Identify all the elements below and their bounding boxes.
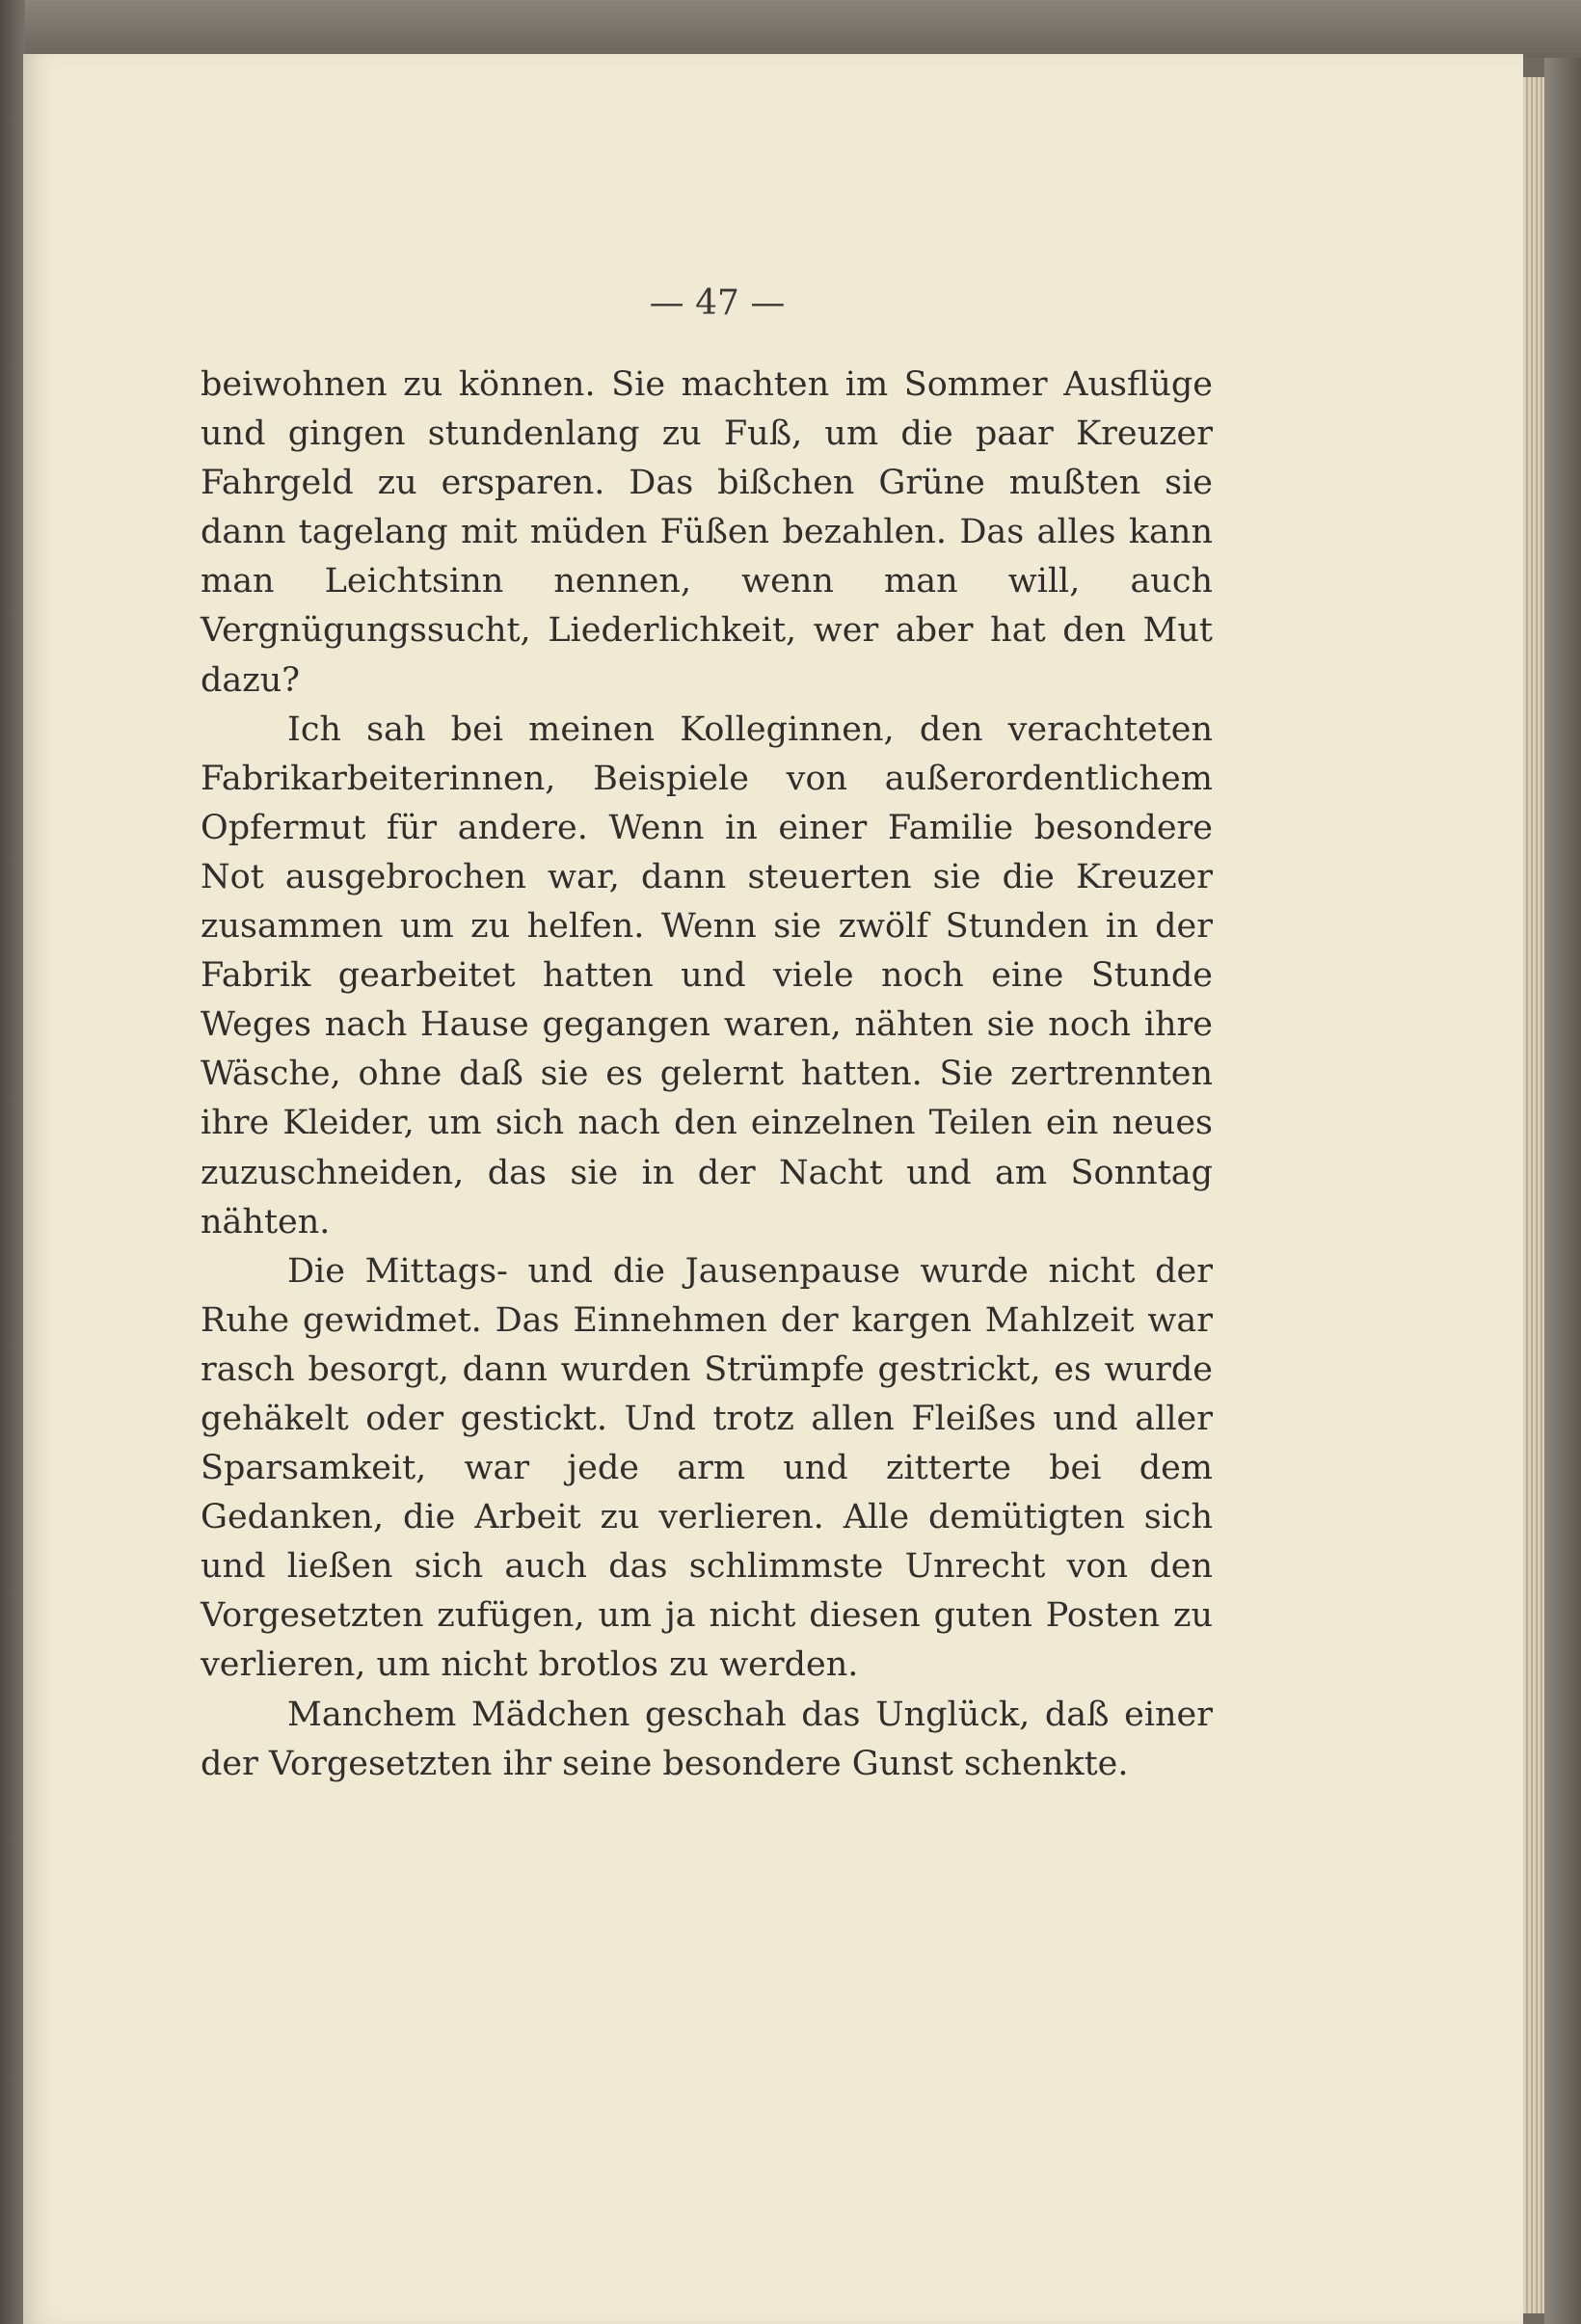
book-page [23,54,1523,2324]
paragraph-4: Manchem Mädchen geschah das Unglück, daß einer der Vorgesetzten ihr seine besondere Gunst schenkte. [201,1695,1213,1783]
paragraph-1: beiwohnen zu können. Sie machten im Sommer Ausflüge und gingen stundenlang zu Fuß, um die paar Kreuzer Fahrgeld zu ersparen. Das bißchen Grüne mußten sie dann tagelang mit müden Füßen bezahlen. Das alles kann man Leichtsinn nennen, wenn man will, auch Vergnügungssucht, Liederlichkeit, wer aber hat den Mut dazu? [201,365,1213,700]
paragraph-2: Ich sah bei meinen Kolleginnen, den verachteten Fabrikarbeiterinnen, Beispiele von außerordentlichem Opfermut für andere. Wenn in einer Familie besondere Not ausgebrochen war, dann steuerten sie die Kreuzer zusammen um zu helfen. Wenn sie zwölf Stunden in der Fabrik gearbeitet hatten und viele noch eine Stunde Weges nach Hause gegangen waren, nähten sie noch ihre Wäsche, ohne daß sie es gelernt hatten. Sie zertrennten ihre Kleider, um sich nach den einzelnen Teilen ein neues zuzuschneiden, das sie in der Nacht und am Sonntag nähten. [201,709,1213,1242]
book-cover-right [1544,58,1581,2324]
book-cover-top [0,0,1581,58]
book-cover-left [0,0,25,2324]
page-number: — 47 — [649,283,786,323]
body-text [201,361,1213,1789]
paragraph-3: Die Mittags- und die Jausenpause wurde nicht der Ruhe gewidmet. Das Einnehmen der kargen Mahlzeit war rasch besorgt, dann wurden Strümpfe gestrickt, es wurde gehäkelt oder gestickt. Und trotz allen Fleißes und aller Sparsamkeit, war jede arm und zitterte bei dem Gedanken, die Arbeit zu verlieren. Alle demütigten sich und ließen sich auch das schlimmste Unrecht von den Vorgesetzten zufügen, um ja nicht diesen guten Posten zu verlieren, um nicht brotlos zu werden. [201,1251,1213,1685]
